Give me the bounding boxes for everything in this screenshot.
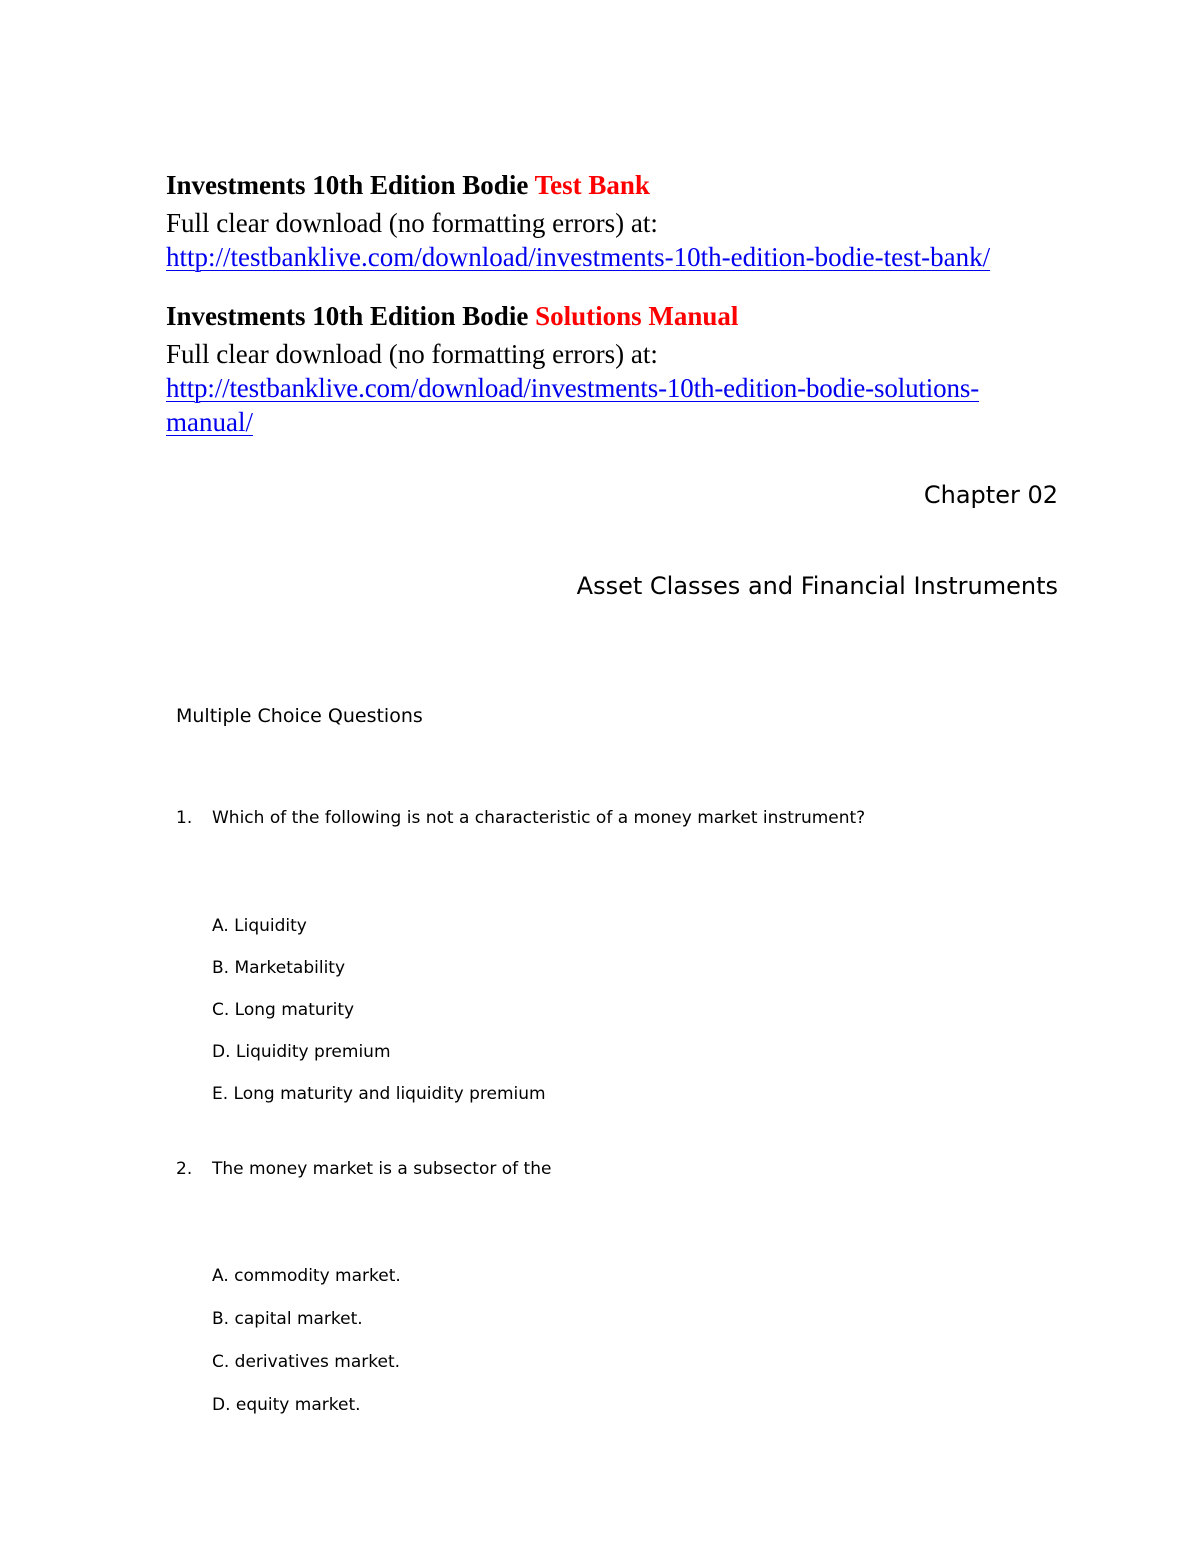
solutions-manual-title — [166, 301, 738, 332]
answer-option: D. Liquidity premium — [212, 1042, 391, 1062]
question-number: 1. — [176, 808, 193, 828]
solutions-manual-download-link-line1[interactable]: http://testbanklive.com/download/investments-10th-edition-bodie-solutions- — [166, 373, 980, 403]
solutions-manual-title-prefix: Investments 10th Edition Bodie — [166, 301, 529, 331]
solutions-manual-subtitle: Full clear download (no formatting errors) at: — [166, 339, 658, 369]
chapter-number: Chapter 02 — [923, 481, 1058, 509]
solutions-manual-title-accent: Solutions Manual — [535, 301, 739, 331]
test-bank-title-accent: Test Bank — [534, 170, 650, 200]
question-number: 2. — [176, 1159, 193, 1179]
question-text: Which of the following is not a characteristic of a money market instrument? — [212, 808, 866, 828]
answer-option: A. commodity market. — [212, 1266, 401, 1286]
answer-option: C. Long maturity — [212, 1000, 355, 1020]
answer-option: A. Liquidity — [212, 916, 307, 936]
test-bank-download-link[interactable]: http://testbanklive.com/download/investments-10th-edition-bodie-test-bank/ — [166, 242, 991, 272]
solutions-manual-download-link-line2[interactable]: manual/ — [166, 407, 253, 437]
answer-option: B. Marketability — [212, 958, 346, 978]
answer-option: D. equity market. — [212, 1395, 361, 1415]
answer-option: C. derivatives market. — [212, 1352, 401, 1372]
answer-option: B. capital market. — [212, 1309, 363, 1329]
answer-option: E. Long maturity and liquidity premium — [212, 1084, 546, 1104]
test-bank-title — [166, 170, 650, 201]
chapter-title: Asset Classes and Financial Instruments — [576, 572, 1058, 600]
section-label: Multiple Choice Questions — [176, 705, 423, 727]
test-bank-title-prefix: Investments 10th Edition Bodie — [166, 170, 529, 200]
question-text: The money market is a subsector of the — [212, 1159, 552, 1179]
test-bank-subtitle: Full clear download (no formatting errors) at: — [166, 208, 658, 238]
